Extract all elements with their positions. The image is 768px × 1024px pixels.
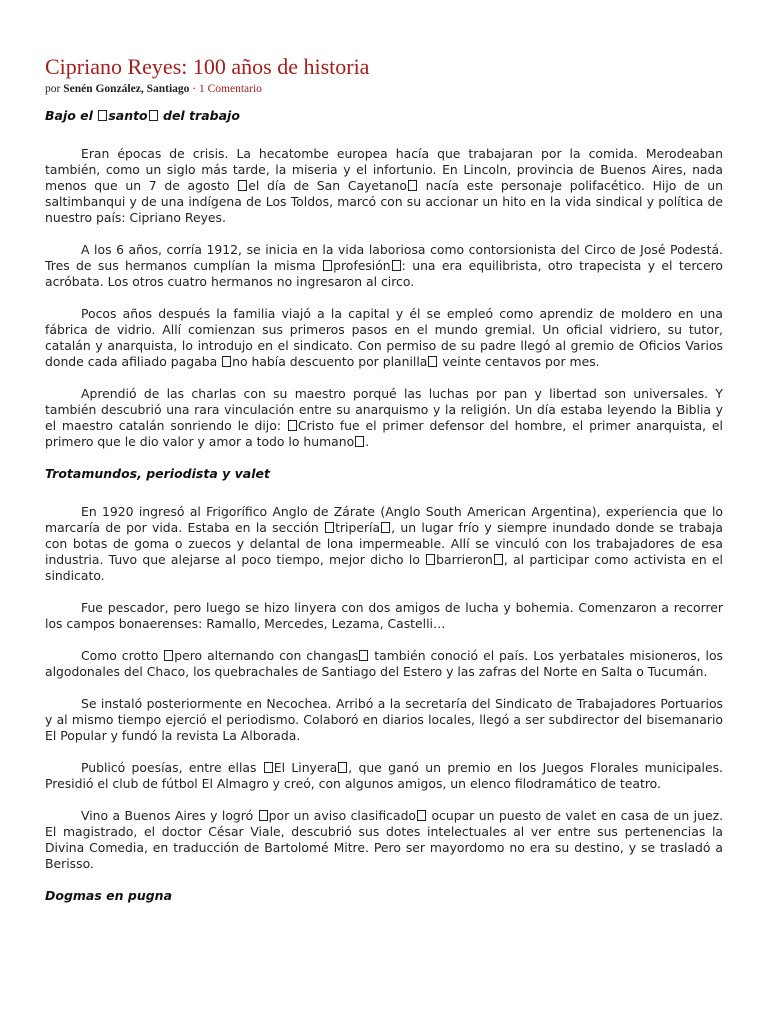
missing-glyph-box xyxy=(381,522,390,533)
missing-glyph-box xyxy=(408,180,417,191)
paragraph: Pocos años después la familia viajó a la capital y él se empleó como aprendiz de moldero en una fábrica de vidrio. Allí comienzan sus primeros pasos en el mundo gremial. Un oficial vidriero, su tutor, catalán y anarquista, lo introdujo en el sindicato. Con permiso de su padre llegó al gremio de Oficios Varios donde cada afiliado pagaba no había descuento por planilla veinte centavos por mes. xyxy=(45,306,723,369)
missing-glyph-box xyxy=(417,810,426,821)
missing-glyph-box xyxy=(494,554,503,565)
missing-glyph-box xyxy=(259,810,268,821)
comments-link[interactable]: 1 Comentario xyxy=(199,83,262,95)
missing-glyph-box xyxy=(238,180,247,191)
missing-glyph-box xyxy=(149,110,158,121)
missing-glyph-box xyxy=(355,436,364,447)
byline-prefix: por xyxy=(45,83,61,95)
missing-glyph-box xyxy=(288,420,297,431)
section-heading: Bajo el santo del trabajo xyxy=(45,108,240,123)
missing-glyph-box xyxy=(325,522,334,533)
missing-glyph-box xyxy=(338,762,347,773)
missing-glyph-box xyxy=(359,650,368,661)
missing-glyph-box xyxy=(222,356,231,367)
paragraph: A los 6 años, corría 1912, se inicia en la vida laboriosa como contorsionista del Circo de José Podestá. Tres de sus hermanos cumplían la misma profesión : una era equilibrista, otro trapecista y el tercero acróbata. Los otros cuatro hermanos no ingresaron al circo. xyxy=(45,242,723,289)
missing-glyph-box xyxy=(426,554,435,565)
section-heading: Trotamundos, periodista y valet xyxy=(45,466,270,481)
article-title: Cipriano Reyes: 100 años de historia xyxy=(45,54,370,79)
missing-glyph-box xyxy=(164,650,173,661)
article-body xyxy=(45,108,723,904)
paragraph: Fue pescador, pero luego se hizo linyera con dos amigos de lucha y bohemia. Comenzaron a recorrer los campos bonaerenses: Ramallo, Mercedes, Lezama, Castelli… xyxy=(45,600,723,631)
paragraph: Vino a Buenos Aires y logró por un aviso clasificado ocupar un puesto de valet en casa de un juez. El magistrado, el doctor César Viale, descubrió sus dotes intelectuales al ver entre sus pertenencias la Divina Comedia, en traducción de Bartolomé Mitre. Pero ser mayordomo no era su destino, y se trasladó a Berisso. xyxy=(45,808,724,871)
byline xyxy=(45,82,262,96)
byline-separator: · xyxy=(189,83,199,95)
author-name: Senén González, Santiago xyxy=(63,83,190,95)
missing-glyph-box xyxy=(392,260,401,271)
paragraph: En 1920 ingresó al Frigorífico Anglo de Zárate (Anglo South American Argentina), experiencia que lo marcaría de por vida. Estaba en la sección tripería , un lugar frío y siempre inundado donde se trabaja con botas de goma o zuecos y delantal de lona impermeable. Allí se vinculó con los trabajadores de esa industria. Tuvo que alejarse al poco tiempo, mejor dicho lo barrieron , al participar como activista en el sindicato. xyxy=(45,504,723,583)
missing-glyph-box xyxy=(98,110,107,121)
missing-glyph-box xyxy=(323,260,332,271)
paragraph: Publicó poesías, entre ellas El Linyera , que ganó un premio en los Juegos Florales municipales. Presidió el club de fútbol El Almagro y creó, con algunos amigos, un elenco filodramático de teatro. xyxy=(45,760,723,791)
section-heading: Dogmas en pugna xyxy=(45,888,173,903)
paragraph: Aprendió de las charlas con su maestro porqué las luchas por pan y libertad son universales. Y también descubrió una rara vinculación entre su anarquismo y la religión. Un día estaba leyendo la Biblia y el maestro catalán sonriendo le dijo: Cristo fue el primer defensor del hombre, el primer anarquista, el primero que le dio valor y amor a todo lo humano . xyxy=(45,386,723,449)
paragraph: Se instaló posteriormente en Necochea. Arribó a la secretaría del Sindicato de Trabajadores Portuarios y al mismo tiempo ejerció el periodismo. Colaboró en diarios locales, llegó a ser subdirector del bisemanario El Popular y fundó la revista La Alborada. xyxy=(45,696,723,743)
paragraph: Como crotto pero alternando con changas también conoció el país. Los yerbatales misioneros, los algodonales del Chaco, los quebrachales de Santiago del Estero y las zafras del Norte en Salta o Tucumán. xyxy=(45,648,723,679)
missing-glyph-box xyxy=(428,356,437,367)
paragraph: Eran épocas de crisis. La hecatombe europea hacía que trabajaran por la comida. Merodeaban también, como un siglo más tarde, la miseria y el infortunio. En Lincoln, provincia de Buenos Aires, nada menos que un 7 de agosto el día de San Cayetano nacía este personaje polifacético. Hijo de un saltimbanqui y de una indígena de Los Toldos, marcó con su accionar un hito en la vida sindical y política de nuestro país: Cipriano Reyes. xyxy=(45,146,724,225)
missing-glyph-box xyxy=(264,762,273,773)
